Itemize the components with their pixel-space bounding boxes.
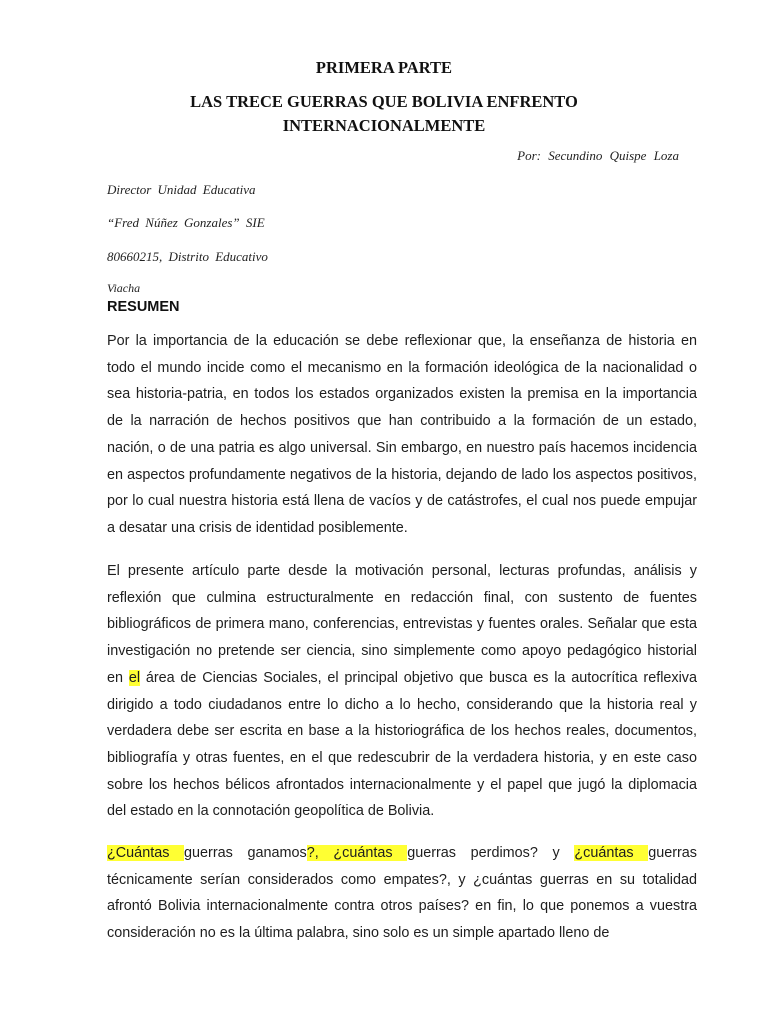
paragraph-3-highlight-2: ?, ¿cuántas (306, 845, 408, 861)
affiliation-line-2: “Fred Núñez Gonzales” SIE (107, 215, 265, 230)
paragraph-2-text-a: El presente artículo parte desde la motivación personal, lecturas profundas, análisis y reflexión que culmina estructuralmente en redacción final, con sustento de fuentes bibliográficos de primera mano, conferencias, entrevistas y fuentes orales. Señalar que esta investigación no pretende ser ciencia, sino simplemente como apoyo pedagógico historial en (107, 563, 697, 686)
paragraph-2 (107, 558, 697, 825)
paragraph-1: Por la importancia de la educación se debe reflexionar que, la enseñanza de historia en todo el mundo incide como el mecanismo en la formación ideológica de la nacionalidad o sea historia-patria, en todos los estados organizados existen la premisa en la importancia de la narración de hechos positivos que han contribuido a la formación de un estado, nación, o de una patria es algo universal. Sin embargo, en nuestro país hacemos incidencia en aspectos profundamente negativos de la historia, dejando de lado los aspectos positivos, por lo cual nuestra historia está llena de vacíos y de catástrofes, el cual nos puede empujar a desatar una crisis de identidad posiblemente. (107, 333, 697, 536)
affiliation-line-1: Director Unidad Educativa (107, 182, 256, 197)
paragraph-3-highlight-3: ¿cuántas (574, 845, 649, 861)
paragraph-3-text-2: guerras perdimos? y (407, 845, 575, 861)
paragraph-2-highlight: el (128, 669, 141, 686)
section-heading: RESUMEN (107, 299, 180, 315)
paragraph-3 (107, 840, 697, 960)
affiliation-line-3: 80660215, Distrito Educativo (107, 249, 268, 264)
paragraph-2-text-b: área de Ciencias Sociales, el principal objetivo que busca es la autocrítica reflexiva dirigido a todo ciudadanos entre lo dicho a lo hecho, considerando que la historia real y verdadera debe ser escrita en base a la historiográfica de los hechos reales, documentos, bibliografía y otras fuentes, en el que redescubrir de la verdadera historia, y en este caso sobre los hechos bélicos afrontados internacionalmente y el papel que jugó la diplomacia del estado en la connotación geopolítica de Bolivia. (107, 669, 697, 820)
author-line: Por: Secundino Quispe Loza (517, 148, 679, 163)
paragraph-3-text-3: guerras técnicamente serían considerados como empates?, y ¿cuántas guerras en su totalidad afrontó Bolivia internacionalmente contra otros países? en fin, lo que ponemos a vuestra consideración no es la última palabra, sino solo es un simple apartado lleno de (107, 845, 697, 942)
main-title-line-2: INTERNACIONALMENTE (282, 116, 486, 135)
part-title: PRIMERA PARTE (315, 58, 453, 77)
main-title-line-1: LAS TRECE GUERRAS QUE BOLIVIA ENFRENTO (190, 92, 578, 111)
paragraph-3-highlight-1: ¿Cuántas (107, 845, 185, 861)
affiliation-line-4: Viacha (107, 281, 141, 295)
paragraph-3-text-1: guerras ganamos (184, 845, 307, 861)
